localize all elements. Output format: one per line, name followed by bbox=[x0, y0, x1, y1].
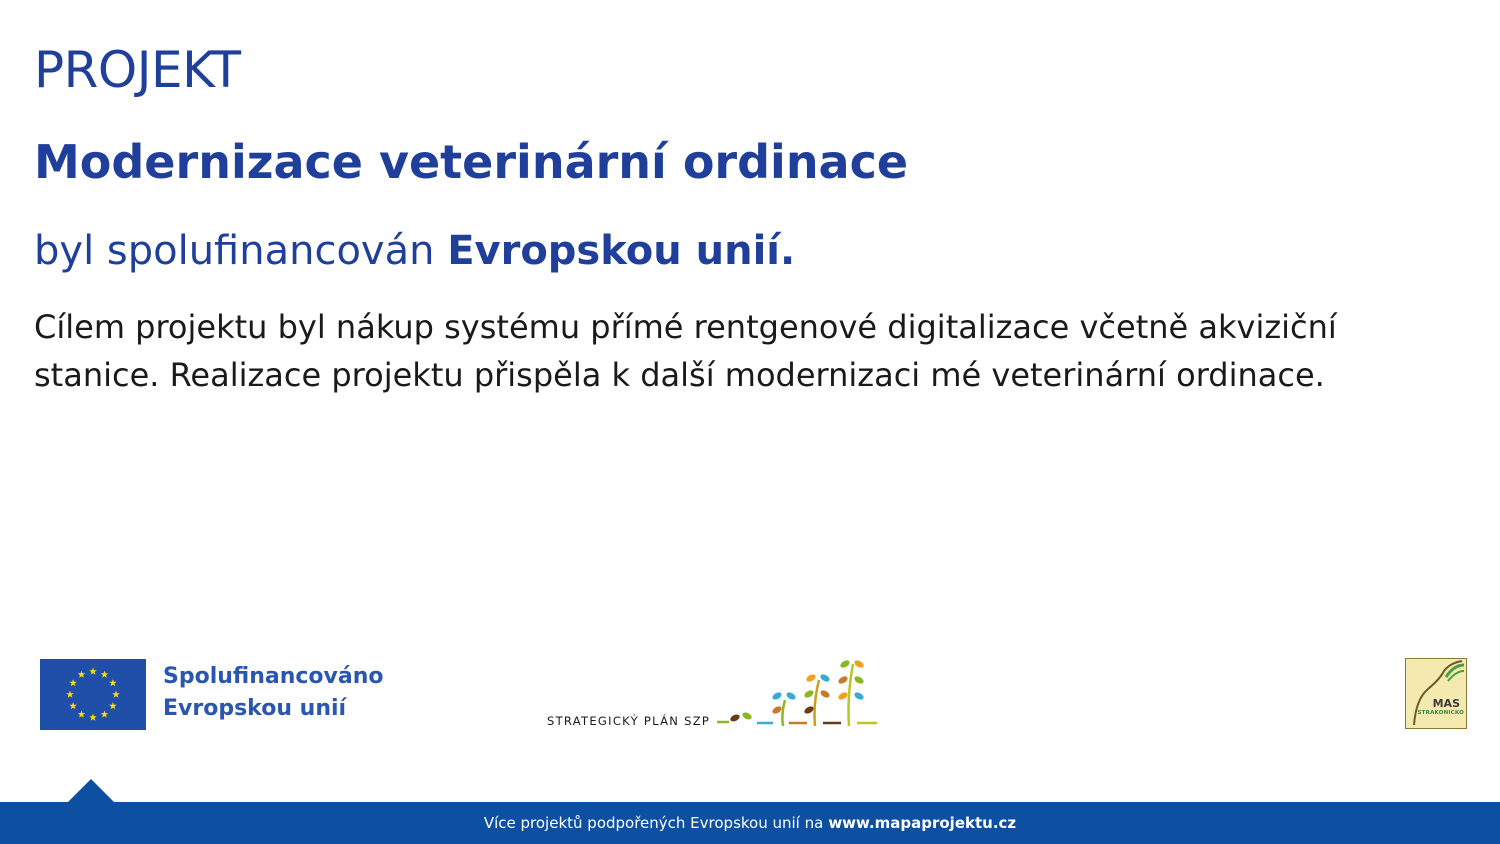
eu-star bbox=[66, 691, 74, 698]
eu-star bbox=[109, 702, 117, 709]
cofinanced-prefix: byl spolufinancován bbox=[34, 228, 448, 274]
eu-flag-icon bbox=[40, 659, 146, 730]
mas-strakonicko-logo bbox=[1405, 658, 1467, 729]
project-description: Cílem projektu byl nákup systému přímé rentgenové digitalizace včetně akviziční stanice. Realizace projektu přispěla k další modernizaci mé veterinární ordinace. bbox=[34, 308, 1337, 394]
eu-star bbox=[69, 679, 77, 686]
eu-star bbox=[69, 702, 77, 709]
footer-bar bbox=[0, 802, 1500, 844]
mas-emblem-icon bbox=[1406, 659, 1466, 728]
page-heading: PROJEKT bbox=[34, 41, 241, 99]
eu-cofinanced-logo bbox=[40, 658, 384, 732]
cofinanced-statement bbox=[34, 225, 795, 277]
eu-star bbox=[78, 671, 86, 678]
eu-logo-line1: Spolufinancováno bbox=[163, 664, 384, 689]
eu-star bbox=[89, 668, 97, 675]
eu-star bbox=[78, 710, 86, 717]
eu-star bbox=[101, 671, 109, 678]
mas-logo-label: MAS bbox=[1432, 697, 1460, 710]
footer-link[interactable]: www.mapaprojektu.cz bbox=[828, 814, 1017, 832]
eu-star bbox=[112, 691, 120, 698]
eu-star bbox=[109, 679, 117, 686]
eu-star bbox=[89, 714, 97, 721]
footer-notch bbox=[68, 779, 114, 802]
eu-logo-text bbox=[163, 661, 384, 725]
mas-logo-sub: STRAKONICKO bbox=[1417, 710, 1464, 716]
project-title: Modernizace veterinární ordinace bbox=[34, 135, 909, 189]
eu-star bbox=[101, 710, 109, 717]
eu-logo-line2: Evropskou unií bbox=[163, 696, 347, 721]
footer-text: Více projektů podpořených Evropskou unií na bbox=[483, 814, 824, 832]
szp-logo-label: STRATEGICKÝ PLÁN SZP bbox=[547, 714, 711, 728]
cofinanced-emphasis: Evropskou unií. bbox=[447, 228, 796, 274]
szp-logo bbox=[545, 656, 890, 734]
eu-stars-icon bbox=[40, 659, 146, 730]
sprouts-icon bbox=[715, 656, 890, 734]
